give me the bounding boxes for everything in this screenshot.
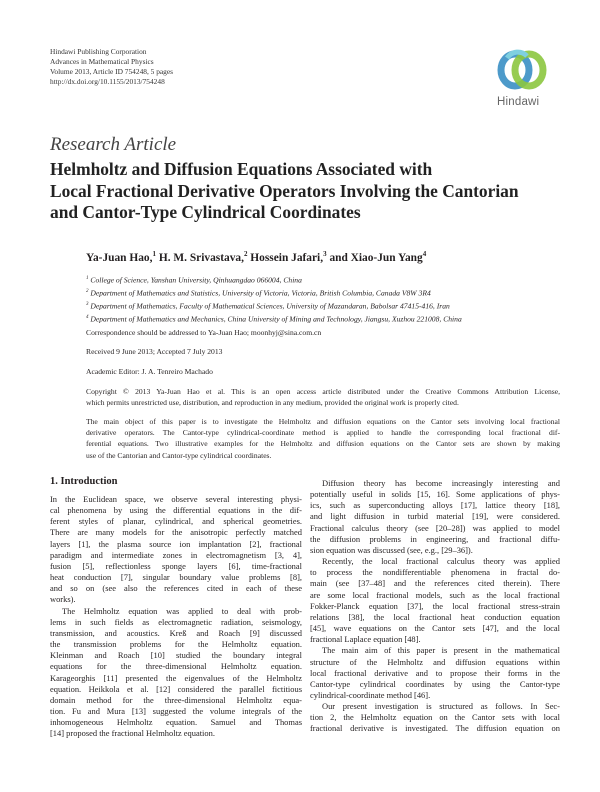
- aff-text: Department of Mathematics, Faculty of Mathematical Sciences, University of Mazandaran, Babolsar 47415-416, Iran: [90, 301, 450, 311]
- body-text-line: are some local fractional models, such as the local fractional: [310, 589, 560, 600]
- correspondence: Correspondence should be addressed to Ya-Juan Hao; moonhyj@sina.com.cn: [86, 328, 322, 337]
- received-date: Received 9 June 2013; Accepted 7 July 2013: [86, 347, 223, 356]
- affiliation: [86, 273, 462, 286]
- body-text-line: Karageorghis [11] presented the eigenvalues of the Helmholtz: [50, 672, 302, 683]
- body-text-line: Fractional calculus theory (see [20–28]) was applied to model: [310, 522, 560, 533]
- hindawi-logo: [493, 48, 553, 114]
- academic-editor: Academic Editor: J. A. Tenreiro Machado: [86, 367, 213, 376]
- copyright-line: which permits unrestricted use, distribution, and reproduction in any medium, provided the original work is properly cited.: [86, 398, 459, 407]
- body-text-line: Recently, the local fractional calculus theory was applied: [322, 556, 560, 567]
- left-column: [50, 494, 302, 739]
- copyright: [86, 386, 560, 408]
- section-heading: 1. Introduction: [50, 476, 118, 487]
- body-text-line: Diffusion theory has become increasingly interesting and: [322, 478, 560, 488]
- aff-sup: 2: [86, 288, 89, 294]
- author-name: H. M. Srivastava,: [158, 251, 244, 264]
- body-text-line: Fokker-Planck equation [37], the local fractional stress-strain: [310, 600, 560, 611]
- copyright-line: Copyright © 2013 Ya-Juan Hao et al. This is an open access article distributed under the Creative Commons Attribution License,: [86, 387, 560, 396]
- aff-text: Department of Mathematics and Statistics, University of Victoria, Victoria, British Columbia, Canada V8W 3R4: [90, 288, 431, 298]
- paper-title: [50, 159, 519, 224]
- aff-sup: 3: [86, 301, 89, 307]
- header-line: Volume 2013, Article ID 754248, 5 pages: [50, 67, 174, 76]
- body-text-line: local fractional derivative and to propose their forms in the: [310, 667, 560, 678]
- body-text-line: and so on (see also the references cited in each of these: [50, 583, 302, 594]
- body-text-line: lems in such fields as electromagnetic radiation, seismology,: [50, 616, 302, 627]
- title-line: and Cantor-Type Cylindrical Coordinates: [50, 202, 361, 222]
- article-type: Research Article: [50, 134, 177, 155]
- body-text-line: Kleinman and Roach [10] studied the boundary integral: [50, 650, 302, 661]
- body-text-line: sion equation was discussed (see, e.g., [29–36]).: [310, 544, 473, 555]
- abstract-line: derivative operators. The Cantor-type cylindrical-coordinate method is applied to handle the corresponding local fractional dif-: [86, 428, 560, 438]
- body-text-line: In the Euclidean space, we observe several interesting physi-: [50, 494, 302, 504]
- body-text-line: potentially useful in solids [15, 16]. Some applications of phys-: [310, 489, 560, 500]
- body-text-line: tion. Fu and Mura [13] suggested the volume integrals of the: [50, 705, 302, 716]
- aff-sup: 4: [86, 314, 89, 320]
- body-text-line: [14] proposed the fractional Helmholtz equation.: [50, 728, 215, 739]
- body-text-line: heat conduction [7], singular boundary value problems [8],: [50, 572, 302, 583]
- body-text-line: works).: [50, 594, 76, 605]
- author-sup: 1: [152, 250, 156, 258]
- body-text-line: the transmission problems for the Helmholtz equation.: [50, 639, 302, 650]
- header-line: Advances in Mathematical Physics: [50, 57, 154, 66]
- title-line: Helmholtz and Diffusion Equations Associated with: [50, 159, 433, 179]
- body-text-line: [45], wave equations on the Cantor sets [47], and the local: [310, 623, 560, 634]
- author-sup: 3: [323, 250, 327, 258]
- body-text-line: Our present investigation is structured as follows. In Sec-: [322, 701, 560, 712]
- body-text-line: ics, such as superconducting alloys [17], lattice theory [18],: [310, 500, 560, 511]
- body-text-line: equations for the three-dimensional Helmholtz equation.: [50, 661, 302, 672]
- author-name: Ya-Juan Hao,: [86, 251, 153, 264]
- body-text-line: cylindrical-coordinate method [46].: [310, 689, 431, 700]
- body-text-line: transmission, and acoustics. Kreß and Roach [9] discussed: [50, 627, 302, 638]
- body-text-line: Cantor-type cylindrical coordinates by using the Cantor-type: [310, 678, 560, 689]
- rings-icon: [493, 48, 553, 96]
- journal-header: [50, 47, 173, 87]
- right-column: [310, 478, 560, 735]
- aff-sup: 1: [86, 276, 89, 281]
- body-text-line: structure of the Helmholtz and diffusion equations within: [310, 656, 560, 667]
- body-text-line: layers [1], the plasma source ion implantation [2], fractional: [50, 538, 302, 549]
- author-name: and Xiao-Jun Yang: [329, 251, 423, 264]
- affiliation: [86, 299, 462, 312]
- body-text-line: The main aim of this paper is present in the mathematical: [322, 645, 560, 656]
- author-sup: 2: [243, 250, 248, 258]
- aff-text: Department of Mathematics and Mechanics, China University of Mining and Technology, Jiangsu, Xuzhou 221008, China: [90, 314, 462, 324]
- body-text-line: and light diffusion in turbid material [19], were considered.: [310, 511, 560, 522]
- header-line: Hindawi Publishing Corporation: [50, 47, 147, 56]
- body-text-line: The Helmholtz equation was applied to deal with prob-: [62, 605, 302, 616]
- affiliation: [86, 312, 462, 325]
- body-text-line: domain method for the three-dimensional Helmholtz equa-: [50, 694, 302, 705]
- body-text-line: relations [38], the local fractional heat conduction equation: [310, 611, 560, 622]
- body-text-line: tion 2, the Helmholtz equation on the Cantor sets with local: [310, 712, 560, 723]
- body-text-line: fractional Laplace equation [48].: [310, 634, 421, 645]
- body-text-line: There are many models for the anisotropic perfectly matched: [50, 527, 302, 538]
- abstract: [86, 416, 560, 461]
- body-text-line: the diffusion problems in engineering, and fractional diffu-: [310, 533, 560, 544]
- affiliation: [86, 286, 462, 299]
- body-text-line: equation. Heikkola et al. [12] considered the parallel fictitious: [50, 683, 302, 694]
- author-name: Hossein Jafari,: [250, 251, 324, 264]
- body-text-line: fusion [5], reflectionless sponge layers [6], time-fractional: [50, 560, 302, 571]
- body-text-line: main (see [37–48] and the references cited therein). There: [310, 578, 560, 589]
- aff-text: College of Science, Yanshan University, Qinhuangdao 066004, China: [90, 275, 302, 285]
- doi-link[interactable]: http://dx.doi.org/10.1155/2013/754248: [50, 77, 165, 86]
- body-text-line: inhomogeneous Helmholtz equation. Samuel and Thomas: [50, 717, 302, 728]
- title-line: Local Fractional Derivative Operators Involving the Cantorian: [50, 180, 519, 201]
- abstract-line: use of the Cantorian and Cantor-type cylindrical coordinates.: [86, 450, 272, 460]
- abstract-line: The main object of this paper is to investigate the Helmholtz and diffusion equations on the Cantor sets involving local fractional: [86, 417, 560, 426]
- authors: [86, 250, 426, 264]
- logo-text: Hindawi: [497, 96, 540, 108]
- body-text-line: fractional derivative is investigated. The diffusion equation on: [310, 723, 560, 734]
- body-text-line: to process the nondifferentiable phenomena in fractal do-: [310, 567, 560, 578]
- affiliations: [86, 273, 462, 325]
- abstract-line: ferential equations. Two illustrative examples for the Helmholtz and diffusion equations on the Cantor sets are shown by making: [86, 439, 560, 449]
- body-text-line: ferent styles of planar, cylindrical, and spherical geometries.: [50, 516, 302, 527]
- body-text-line: paradigm and intermediate zones in electromagnetism [3, 4],: [50, 549, 302, 560]
- body-text-line: cal phenomena by using the differential equations in the dif-: [50, 505, 302, 516]
- author-sup: 4: [422, 250, 427, 258]
